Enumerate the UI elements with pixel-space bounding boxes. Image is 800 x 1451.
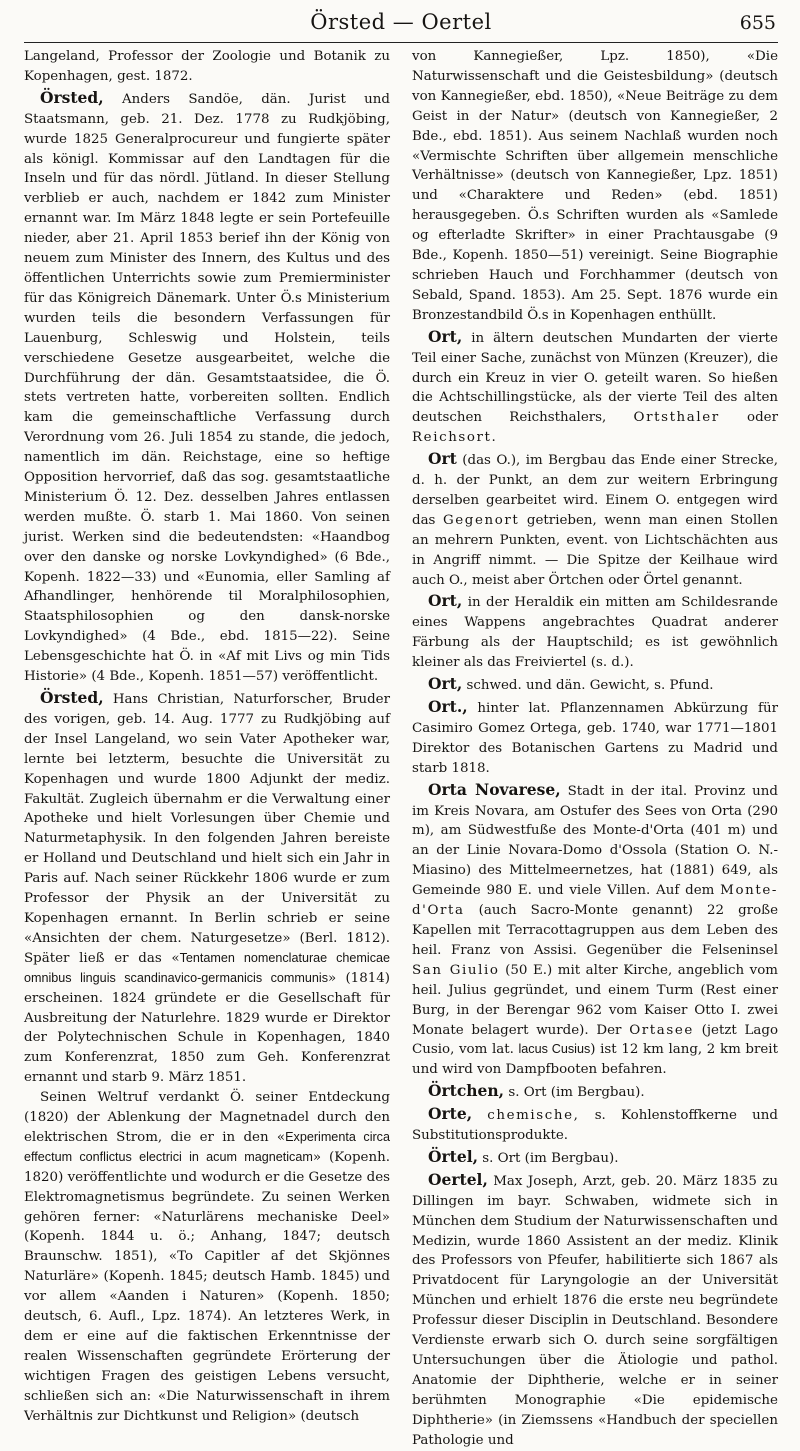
running-title: Örsted — Oertel: [310, 10, 492, 34]
entry-body: ) ist 12 km lang, 2 km breit und wird von Dampfbooten befahren.: [412, 1042, 778, 1078]
entry-body: » (1814) erscheinen. 1824 gründete er die Gesellschaft für Ausbreitung der Naturlehre. 1829 wurde er Direktor der Polytechnischen Schule in Kopenhagen, 1840 zum Konferenzrat, 1850 zum Geh. Konferenzrat ernannt und starb 9. März 1851.: [24, 970, 390, 1086]
entry-ort-abbreviation: [412, 697, 778, 779]
headword: Örsted,: [40, 87, 104, 107]
entry-body: s. Ort (im Bergbau).: [482, 1150, 619, 1166]
spaced-term: Ortasee: [629, 1022, 694, 1038]
entry-ort-mundart: [412, 327, 778, 448]
entry-orta-novarese: [412, 780, 778, 1081]
headword: Oertel,: [428, 1169, 488, 1189]
entry-body: (50 E.) mit alter Kirche, angeblich vom heil. Julius gegründet, und einem Turm (Rest einer Burg, in der Berengar 962 vom Kaiser Otto I. zwei Monate belagert wurde). Der: [412, 962, 778, 1038]
entry-orsted-anders: [24, 88, 390, 687]
entry-body: hinter lat. Pflanzennamen Abkürzung für: [477, 701, 778, 716]
entry-ortchen: [412, 1081, 778, 1103]
entry-body: oder: [747, 410, 778, 426]
spaced-term: Reichsort.: [412, 430, 498, 446]
headword: Ort,: [428, 591, 463, 611]
headword: Ort: [428, 449, 457, 469]
spaced-term: San Giulio: [412, 962, 500, 978]
spaced-term: Ortsthaler: [633, 410, 720, 426]
entry-ort-heraldik: [412, 591, 778, 673]
entry-body: geb. 1740, war 1771—1801 Direktor des Botanischen Gartens zu Madrid und starb 1818.: [412, 720, 778, 776]
entry-body: (jetzt Lago Cusio, vom lat.: [412, 1022, 779, 1058]
entry-body: s. Kohlenstoffkerne und Substitutionsprodukte.: [412, 1108, 778, 1144]
entry-body: Anders Sandöe, dän. Jurist und Staatsmann, geb. 21. Dez. 1778 zu Rudkjöbing, wurde 1825 Generalprocureur und fungierte später als königl. Kommissar auf den Landtagen für die Inseln und für das nördl. Jütland. In dieser Stellung verblieb er auch, nachdem er 1842 zum Minister ernannt war. Im März 1848 legte er sein Portefeuille nieder, aber 21. April 1853 berief ihn der König von neuem zum Minister des Innern, des Kultus und des öffentlichen Unterrichts sowie zum Premierminister für das Königreich Dänemark. Unter Ö.s Ministerium wurden teils die besondern Verfassungen für Lauenburg, Schleswig und Holstein, teils verschiedene Gesetze ausgearbeitet, welche die Durchführung der dän. Gesamtstaatsidee, die Ö. stets vertreten hatte, vorbereiten sollten. Endlich kam die gemeinschaftliche Verfassung durch Verordnung vom 26. Juli 1854 zu stande, die jedoch, namentlich im dän. Reichstage, eine so heftige Opposition hervorrief, daß das sog. gesamtstaatliche Ministerium Ö. 12. Dez. desselben Jahres entlassen werden mußte. Ö. starb 1. Mai 1860. Von seinen jurist. Werken sind die bedeutendsten: «Haandbog over den danske og norske Lovkyndighed» (6 Bde., Kopenh. 1822—33) und «Eunomia, eller Samling af Afhandlinger, henhörende til Moralphilosophien, Staatsphilosophien og den dansk-norske Lovkyndighed» (4 Bde., ebd. 1815—22). Seine Lebensgeschichte hat Ö. in «Af mit Livs og min Tids Historie» (4 Bde., Kopenh. 1851—57) veröffentlicht.: [24, 91, 391, 685]
entry-body: schwed. und dän. Gewicht, s. Pfund.: [466, 678, 714, 694]
latin-title: Experimenta circa effectum conflictus electrici in acum magneticam: [24, 1129, 390, 1164]
entry-body: Naturforscher, Bruder des vorigen, geb. 14. Aug. 1777 zu Rudkjöbing auf der Insel Langeland, wo sein Vater Apotheker war, lernte bei letzterm, besuchte die Universität zu Kopenhagen und wurde 1800 Adjunkt der mediz. Fakultät. Zugleich übernahm er die Verwaltung einer Apotheke und hielt Vorlesungen über Chemie und Naturmetaphysik. In den folgenden Jahren bereiste er Holland und Deutschland und hielt sich ein Jahr in Paris auf. Nach seiner Rückkehr 1806 wurde er zum Professor der Physik an der Universität zu Kopenhagen ernannt. In Berlin schrieb er seine «Ansichten der chem. Naturgesetze» (Berl. 1812). Später ließ er das «: [24, 692, 390, 966]
headword: Ort,: [428, 326, 463, 346]
headword: Ort,: [428, 674, 463, 694]
entry-body: im Bergbau das Ende einer Strecke, d. h. der Punkt, an dem zur weitern Erbringung derselben gearbeitet wird. Einem O. entgegen wird das: [412, 453, 779, 528]
headword: Ort.,: [428, 697, 468, 716]
continuation-text: Langeland, Professor der Zoologie und Botanik zu Kopenhagen, gest. 1872.: [24, 49, 390, 84]
entry-body: Seinen Weltruf verdankt Ö. seiner Entdeckung (1820) der Ablenkung der Magnetnadel durch den elektrischen Strom, die er in den «: [24, 1090, 390, 1145]
continuation-text: von Kannegießer, Lpz. 1850), «Die Naturwissenschaft und die Geistesbildung» (deutsch von Kannegießer, ebd. 1850), «Neue Beiträge zu dem Geist in der Natur» (deutsch von Kannegießer, 2 Bde., ebd. 1851). Aus seinem Nachlaß wurden noch «Vermischte Schriften über allgemein menschliche Verhältnisse» (deutsch von Kannegießer, Lpz. 1851) und «Charaktere und Reden» (ebd. 1851) herausgegeben. Ö.s Schriften wurden als «Samlede og efterladte Skrifter» in einer Prachtausgabe (9 Bde., Kopenh. 1850—51) vereinigt. Seine Biographie schrieben Hauch und Forchhammer (deutsch von Sebald, Spand. 1853). Am 25. Sept. 1876 wurde ein Bronzestandbild Ö.s in Kopenhagen enthüllt.: [412, 49, 778, 323]
spaced-term: Monte-d'Orta: [412, 883, 778, 919]
left-column: [24, 47, 390, 1451]
entry-orsted-hans-christian: [24, 688, 390, 1088]
page-header: [24, 8, 778, 43]
latin-term: lacus Cusius: [518, 1042, 591, 1057]
entry-body: in der Heraldik ein mitten am Schildesrande eines Wappens angebrachtes Quadrat anderer Färbung als der Hauptschild; es ist gewöhnlich kleiner als das Freiviertel (s. d.).: [412, 595, 778, 671]
entry-body: in ältern deutschen Mundarten der vierte Teil einer Sache, zunächst von Münzen (Kreuzer), die durch ein Kreuz in vier O. geteilt waren. So hießen die Achtschillingstücke, als der vierte Teil des alten deutschen Reichsthalers,: [412, 330, 778, 426]
spaced-term: chemische,: [487, 1108, 580, 1124]
entry-gender: (das O.),: [462, 453, 521, 469]
entry-person-name: Casimiro Gomez Ortega,: [412, 720, 582, 736]
entry-body: Max Joseph, Arzt, geb. 20. März 1835 zu Dillingen im bayr. Schwaben, widmete sich in München dem Studium der Naturwissenschaften und Medizin, wurde 1860 Assistent an der mediz. Klinik des Professors von Pfeufer, habilitierte sich 1867 als Privatdocent für Laryngologie an der Universität München und erhielt 1876 die erste neu begründete Professur dieser Disciplin in Deutschland. Besondere Verdienste erwarb sich O. durch seine sorgfältigen Untersuchungen über die Ätiologie und pathol. Anatomie der Diphtherie, welche er in seiner berühmten Monographie «Die epidemische Diphtherie» (in Ziemssens «Handbuch der speciellen Pathologie und: [412, 1173, 778, 1448]
text-columns: [24, 47, 778, 1451]
right-column: [412, 47, 778, 1451]
entry-ort-gewicht: [412, 674, 778, 696]
entry-paragraph: [24, 1088, 390, 1426]
entry-ort-bergbau: [412, 449, 778, 590]
entry-body: s. Ort (im Bergbau).: [508, 1085, 645, 1101]
latin-title: Tentamen nomenclaturae chemicae omnibus linguis scandinavico-germanicis communis: [24, 950, 391, 985]
headword: Örtel,: [428, 1146, 478, 1166]
entry-body: Stadt in der ital. Provinz und im Kreis Novara, am Ostufer des Sees von Orta (290 m), am Südwestfuße des Monte-d'Orta (401 m) und an der Linie Novara-Domo d'Ossola (Station O. N.-Miasino) des Mittelmeernetzes, hat (1881) 649, als Gemeinde 980 E. und viele Villen. Auf dem: [412, 783, 778, 899]
headword: Orta Novarese,: [428, 779, 561, 799]
headword: Örtchen,: [428, 1081, 505, 1101]
entry-ortel: [412, 1147, 778, 1169]
spaced-term: Gegenort: [442, 512, 520, 528]
entry-body: getrieben, wenn man einen Stollen an mehrern Punkten, event. von Lichtschächten aus in Angriff nimmt. — Die Spitze der Keilhaue wird auch O., meist aber Örtchen oder Örtel genannt.: [412, 512, 778, 588]
headword: Orte,: [428, 1104, 473, 1124]
entry-orte-chemische: [412, 1104, 778, 1146]
entry-body: » (Kopenh. 1820) veröffentlichte und wodurch er die Gesetze des Elektromagnetismus begründete. Zu seinen Werken gehören ferner: «Naturlärens mechaniske Deel» (Kopenh. 1844 u. ö.; Anhang, 1847; deutsch Braunschw. 1851), «To Capitler af det Skjönnes Naturläre» (Kopenh. 1845; deutsch Hamb. 1845) und vor allem «Aanden i Naturen» (Kopenh. 1850; deutsch, 6. Aufl., Lpz. 1874). An letzteres Werk, in dem er eine auf die faktischen Erkenntnisse der realen Wissenschaften gegründete Erörterung der wichtigen Fragen des geistigen Lebens versucht, schließen sich an: «Die Naturwissenschaft in ihrem Verhältnis zur Dichtkunst und Religion» (deutsch: [24, 1149, 390, 1424]
entry-body: (auch Sacro-Monte genannt) 22 große Kapellen mit Terracottagruppen aus dem Leben des heil. Franz von Assisi. Gegenüber die Felseninsel: [412, 903, 778, 958]
headword: Örsted,: [40, 688, 104, 707]
entry-oertel: [412, 1170, 778, 1451]
entry-person-name: Hans Christian,: [112, 692, 225, 707]
page-number: 655: [739, 12, 776, 34]
